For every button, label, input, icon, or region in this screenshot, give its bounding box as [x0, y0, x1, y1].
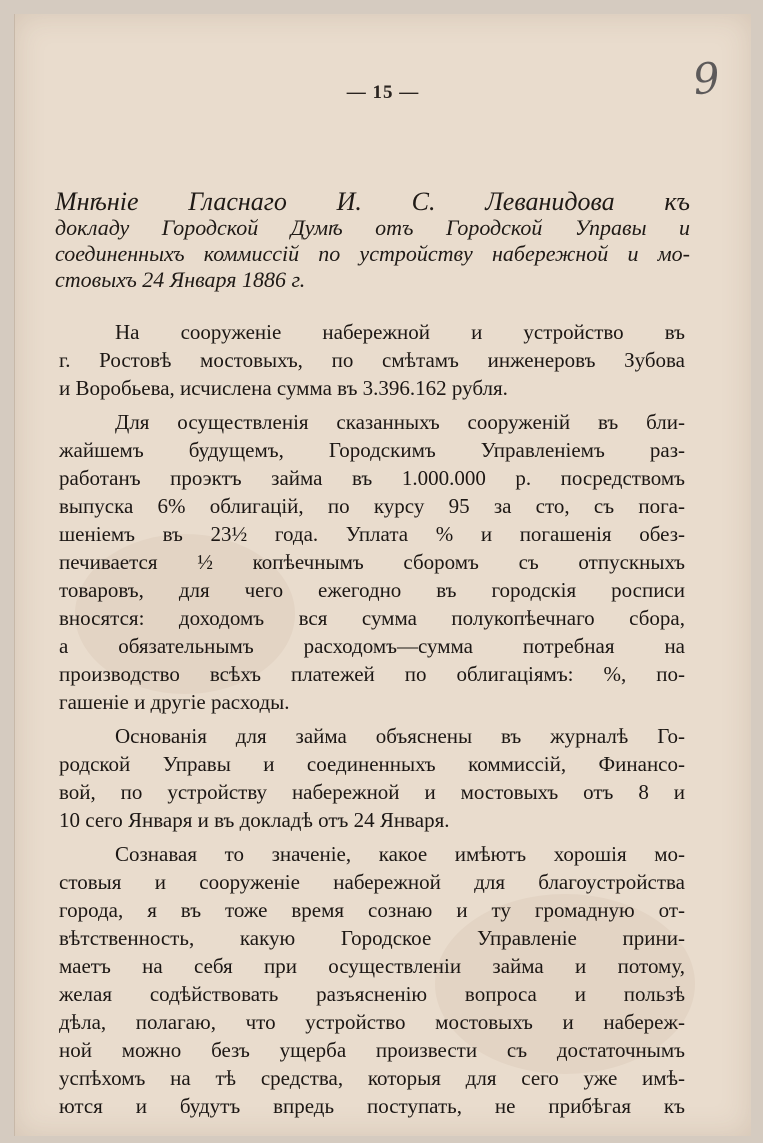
heading-line: докладу Городской Думѣ отъ Городской Управы и	[55, 215, 690, 240]
text-line: ной можно безъ ущерба произвести съ достаточнымъ	[59, 1038, 685, 1062]
text-line: успѣхомъ на тѣ средства, которыя для сего уже имѣ-	[59, 1066, 685, 1090]
text-line: Для осуществленія сказанныхъ сооруженій въ бли-	[115, 410, 685, 434]
text-line: дѣла, полагаю, что устройство мостовыхъ и набереж-	[59, 1010, 685, 1034]
paragraph	[59, 318, 685, 402]
text-line: вѣтственность, какую Городское Управленіе прини-	[59, 926, 685, 950]
text-line: желая содѣйствовать разъясненію вопроса и пользѣ	[59, 982, 685, 1006]
text-line: родской Управы и соединенныхъ коммиссій, Финансо-	[59, 752, 685, 776]
page	[14, 14, 751, 1136]
text-line: 10 сего Января и въ докладѣ отъ 24 Января.	[59, 808, 450, 832]
text-line: работанъ проэктъ займа въ 1.000.000 р. посредствомъ	[59, 466, 685, 490]
heading-line: соединенныхъ коммиссій по устройству набережной и мо-	[55, 241, 690, 266]
body-text	[59, 318, 685, 1126]
text-line: Сознавая то значеніе, какое имѣютъ хорошія мо-	[115, 842, 685, 866]
text-line: шеніемъ въ 23½ года. Уплата % и погашенія обез-	[59, 522, 685, 546]
heading-line: Мнѣніе Гласнаго И. С. Леванидова къ	[55, 187, 690, 216]
text-line: маетъ на себя при осуществленіи займа и потому,	[59, 954, 685, 978]
text-line: вносятся: доходомъ вся сумма полукопѣечнаго сбора,	[59, 606, 685, 630]
document-heading	[55, 189, 690, 293]
text-line: стовыя и сооруженіе набережной для благоустройства	[59, 870, 685, 894]
text-line: гашеніе и другіе расходы.	[59, 690, 290, 714]
text-line: города, я въ тоже время сознаю и ту громадную от-	[59, 898, 685, 922]
text-line: Основанія для займа объяснены въ журналѣ Го-	[115, 724, 685, 748]
text-line: и Воробьева, исчислена сумма въ 3.396.162 рубля.	[59, 376, 508, 400]
text-line: производство всѣхъ платежей по облигаціямъ: %, по-	[59, 662, 685, 686]
paragraph	[59, 408, 685, 716]
text-line: На сооруженіе набережной и устройство въ	[115, 320, 685, 344]
heading-line: стовыхъ 24 Января 1886 г.	[55, 267, 306, 292]
text-line: ются и будутъ впредь поступать, не прибѣгая къ	[59, 1094, 685, 1118]
text-line: вой, по устройству набережной и мостовыхъ отъ 8 и	[59, 780, 685, 804]
text-line: а обязательнымъ расходомъ—сумма потребная на	[59, 634, 685, 658]
handwritten-margin-note: 9	[690, 52, 723, 105]
text-line: г. Ростовѣ мостовыхъ, по смѣтамъ инженеровъ Зубова	[59, 348, 685, 372]
text-line: товаровъ, для чего ежегодно въ городскія росписи	[59, 578, 685, 602]
text-line: жайшемъ будущемъ, Городскимъ Управленіемъ раз-	[59, 438, 685, 462]
paragraph	[59, 840, 685, 1120]
text-line: печивается ½ копѣечнымъ сборомъ съ отпускныхъ	[59, 550, 685, 574]
paragraph	[59, 722, 685, 834]
page-number: — 15 —	[346, 82, 420, 103]
text-line: выпуска 6% облигацій, по курсу 95 за сто, съ пога-	[59, 494, 685, 518]
